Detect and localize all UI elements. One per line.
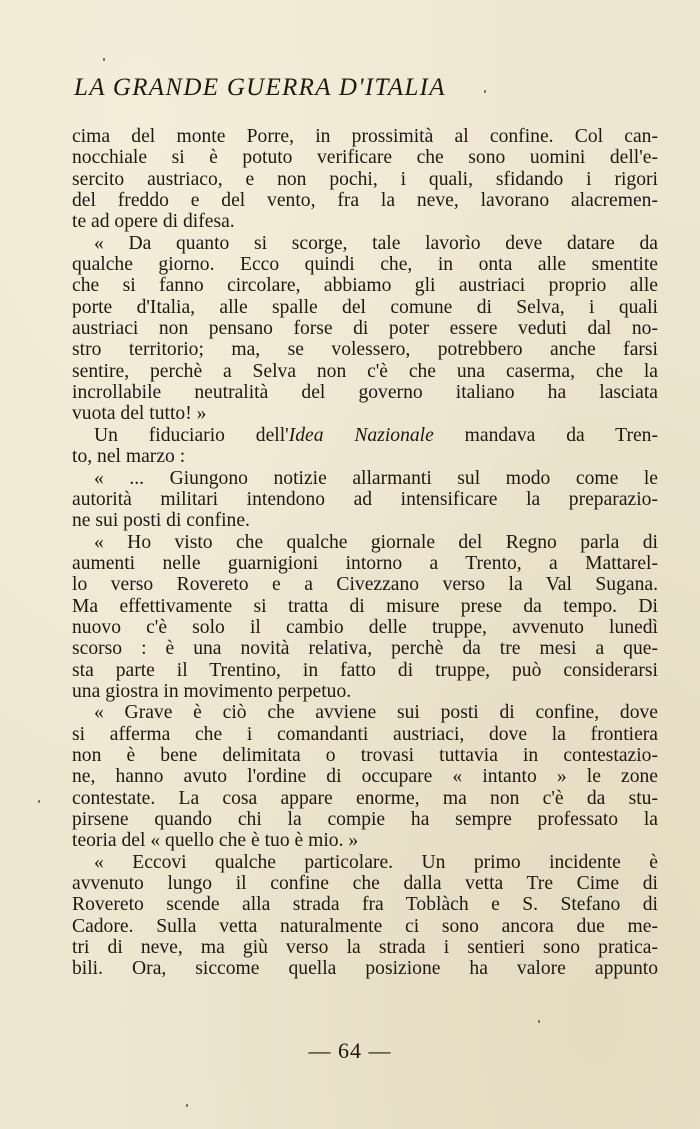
- text-line: ne, hanno avuto l'ordine di occupare « intanto » le zone: [72, 766, 658, 788]
- text-line: « ... Giungono notizie allarmanti sul modo come le: [94, 467, 658, 489]
- text-line: « Eccovi qualche particolare. Un primo incidente è: [94, 851, 658, 873]
- paper-speck: [538, 1020, 540, 1023]
- paper-speck: [103, 58, 105, 61]
- text-line: « Ho visto che qualche giornale del Regno parla di: [94, 531, 658, 553]
- text-line: vuota del tutto! »: [72, 403, 207, 425]
- text-line: Ma effettivamente si tratta di misure prese da tempo. Di: [72, 595, 658, 617]
- text-line: si afferma che i comandanti austriaci, dove la frontiera: [72, 723, 658, 745]
- text-line: bili. Ora, siccome quella posizione ha valore appunto: [72, 958, 658, 980]
- text-line: « Grave è ciò che avviene sui posti di confine, dove: [94, 702, 658, 724]
- text-line: lo verso Rovereto e a Civezzano verso la Val Sugana.: [72, 574, 658, 596]
- text-line: teoria del « quello che è tuo è mio. »: [72, 830, 359, 852]
- text-line: sta parte il Trentino, in fatto di truppe, può considerarsi: [72, 659, 658, 681]
- text-line: nocchiale si è potuto verificare che sono uomini dell'e-: [72, 147, 658, 169]
- text-line: te ad opere di difesa.: [72, 211, 235, 233]
- text-line: qualche giorno. Ecco quindi che, in onta alle smentite: [72, 254, 658, 276]
- text-line: tri di neve, ma giù verso la strada i sentieri sono pratica-: [72, 937, 658, 959]
- text-line: una giostra in movimento perpetuo.: [72, 680, 352, 702]
- text-line: Rovereto scende alla strada fra Toblàch e S. Stefano di: [72, 894, 658, 916]
- page-number: — 64 —: [308, 1038, 392, 1063]
- text-line: aumenti nelle guarnigioni intorno a Trento, a Mattarel-: [72, 552, 658, 574]
- paper-speck: [38, 800, 40, 803]
- text-line-with-italic-title: [72, 425, 658, 446]
- text-line: stro territorio; ma, se volessero, potrebbero anche farsi: [72, 339, 658, 361]
- text-line: to, nel marzo :: [72, 446, 186, 468]
- newspaper-title: Idea Nazionale: [288, 424, 434, 446]
- text-line: avvenuto lungo il confine che dalla vetta Tre Cime di: [72, 873, 658, 895]
- running-head: LA GRANDE GUERRA D'ITALIA: [74, 74, 446, 101]
- text-line: porte d'Italia, alle spalle del comune di Selva, i quali: [72, 296, 658, 318]
- text-line: autorità militari intendono ad intensificare la preparazio-: [72, 488, 658, 510]
- paper-speck: [484, 90, 486, 93]
- text-line: contestate. La cosa appare enorme, ma non c'è da stu-: [72, 787, 658, 809]
- text-line: « Da quanto si scorge, tale lavorìo deve datare da: [94, 232, 658, 254]
- text-line: scorso : è una novità relativa, perchè da tre mesi a que-: [72, 638, 658, 660]
- text-line: nuovo c'è solo il cambio delle truppe, avvenuto lunedì: [72, 616, 658, 638]
- text-line: del freddo e del vento, fra la neve, lavorano alacremen-: [72, 190, 658, 212]
- text-line: che si fanno circolare, abbiamo gli austriaci proprio alle: [72, 275, 658, 297]
- text-line: sentire, perchè a Selva non c'è che una caserma, che la: [72, 360, 658, 382]
- body-text: [72, 126, 658, 980]
- text-line: austriaci non pensano forse di poter essere veduti dal no-: [72, 318, 658, 340]
- paper-speck: [186, 1104, 188, 1107]
- text-line: cima del monte Porre, in prossimità al confine. Col can-: [72, 126, 658, 147]
- text-line: non è bene delimitata o trovasi tuttavia in contestazio-: [72, 744, 658, 766]
- text-line-part: Un fiduciario dell'Idea Nazionale mandava da Tren-: [94, 424, 658, 446]
- text-line: sercito austriaco, e non pochi, i quali, sfidando i rigori: [72, 168, 658, 190]
- text-line: incrollabile neutralità del governo italiano ha lasciata: [72, 382, 658, 404]
- text-line: pirsene quando chi la compie ha sempre professato la: [72, 809, 658, 830]
- text-line: ne sui posti di confine.: [72, 510, 250, 532]
- text-line: Cadore. Sulla vetta naturalmente ci sono ancora due me-: [72, 915, 658, 937]
